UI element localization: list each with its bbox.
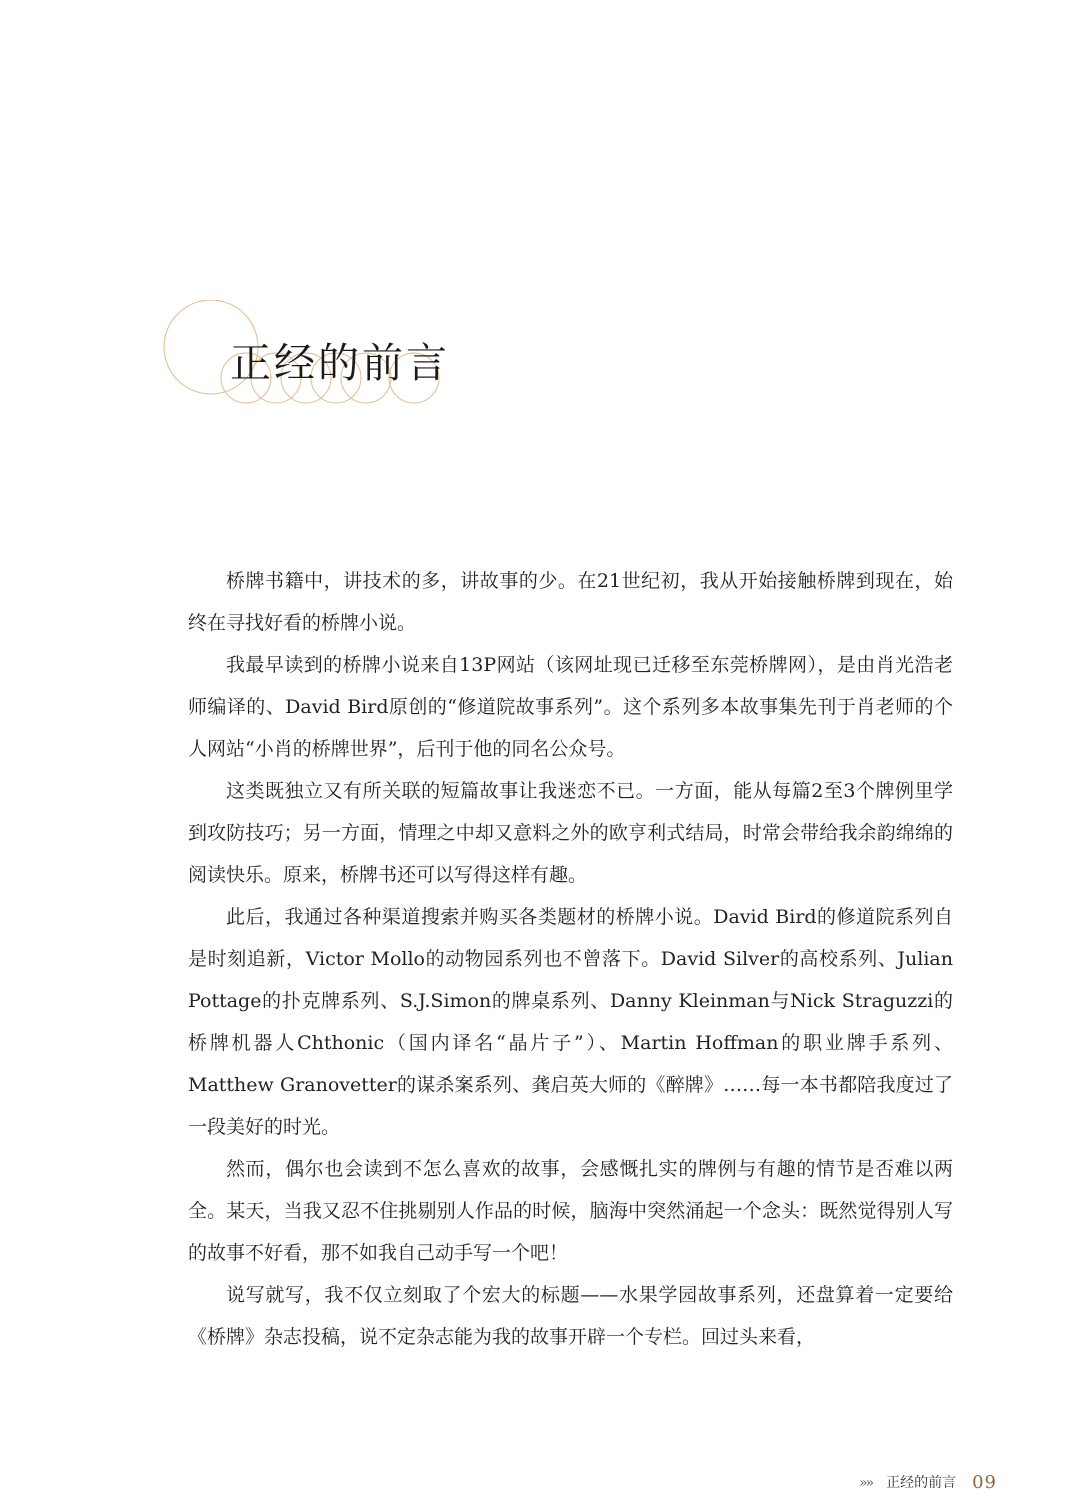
double-chevron-right-icon: »»: [858, 1475, 873, 1491]
page-number: [970, 1473, 999, 1493]
paragraph: 然而，偶尔也会读到不怎么喜欢的故事，会感慨扎实的牌例与有趣的情节是否难以两全。某天，当我又忍不住挑剔别人作品的时候，脑海中突然涌起一个念头：既然觉得别人写的故事不好看，那不如我自己动手写一个吧！: [188, 1158, 953, 1264]
page-number-text: 09: [972, 1472, 997, 1493]
paragraph: 此后，我通过各种渠道搜索并购买各类题材的桥牌小说。David Bird的修道院系列自是时刻追新，Victor Mollo的动物园系列也不曾落下。David Silver的高校系列、Julian Pottage的扑克牌系列、S.J.Simon的牌桌系列、Danny Kleinman与Nick Straguzzi的桥牌机器人Chthonic（国内译名“晶片子”）、Martin Hoffman的职业牌手系列、Matthew Granovetter的谋杀案系列、龚启英大师的《醉牌》……每一本书都陪我度过了一段美好的时光。: [188, 906, 953, 1138]
paragraph: 桥牌书籍中，讲技术的多，讲故事的少。在21世纪初，我从开始接触桥牌到现在，始终在寻找好看的桥牌小说。: [188, 570, 953, 634]
paragraph: 说写就写，我不仅立刻取了个宏大的标题——水果学园故事系列，还盘算着一定要给《桥牌》杂志投稿，说不定杂志能为我的故事开辟一个专栏。回过头来看，: [188, 1284, 953, 1348]
paragraph: 这类既独立又有所关联的短篇故事让我迷恋不已。一方面，能从每篇2至3个牌例里学到攻防技巧；另一方面，情理之中却又意料之外的欧亨利式结局，时常会带给我余韵绵绵的阅读快乐。原来，桥牌书还可以写得这样有趣。: [188, 780, 953, 886]
chapter-title: 正经的前言: [230, 339, 450, 387]
paragraph: 我最早读到的桥牌小说来自13P网站（该网址现已迁移至东莞桥牌网），是由肖光浩老师编译的、David Bird原创的“修道院故事系列”。这个系列多本故事集先刊于肖老师的个人网站“小肖的桥牌世界”，后刊于他的同名公众号。: [188, 654, 953, 760]
running-header-section-title: 正经的前言: [886, 1475, 957, 1491]
page-footer: [859, 1463, 999, 1493]
body-text: [188, 560, 953, 1358]
